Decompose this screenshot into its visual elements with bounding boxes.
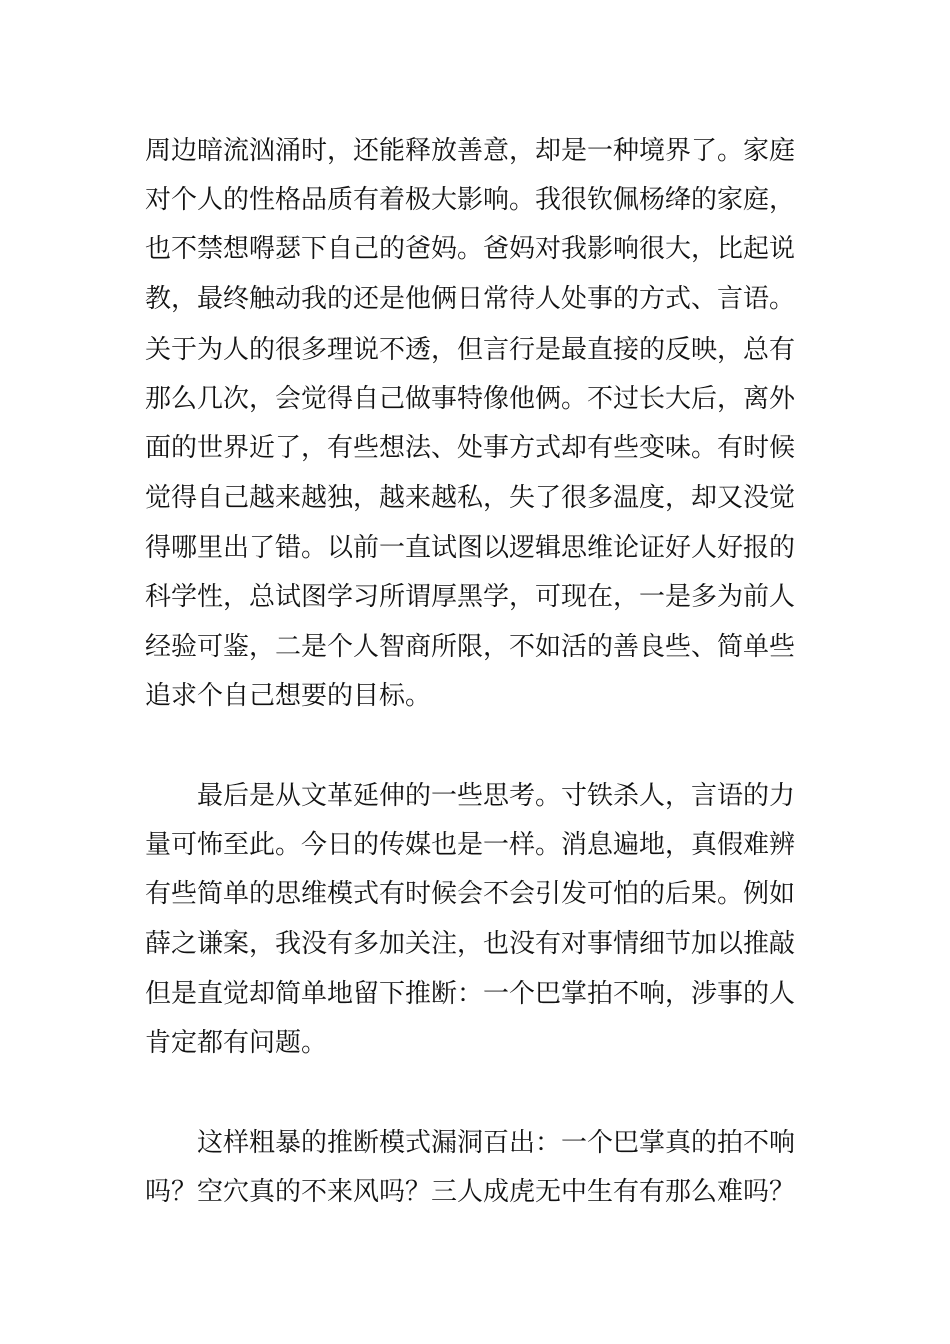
paragraph-2-line-2: 量可怖至此。今日的传媒也是一样。消息遍地，真假难辨 — [145, 830, 796, 860]
paragraph-2-line-6: 肯定都有问题。 — [145, 1028, 328, 1058]
paragraph-2-line-1: 最后是从文革延伸的一些思考。寸铁杀人，言语的力 — [197, 781, 796, 811]
paragraph-3-line-1: 这样粗暴的推断模式漏洞百出：一个巴掌真的拍不响 — [197, 1128, 796, 1158]
paragraph-1-line-8: 觉得自己越来越独，越来越私，失了很多温度，却又没觉 — [145, 483, 796, 513]
paragraph-1-line-5: 关于为人的很多理说不透，但言行是最直接的反映，总有 — [145, 335, 796, 365]
paragraph-1-line-11: 经验可鉴，二是个人智商所限，不如活的善良些、简单些 — [145, 632, 796, 662]
paragraph-3-line-2: 吗？空穴真的不来风吗？三人成虎无中生有有那么难吗？ — [145, 1177, 796, 1207]
paragraph-1-line-4: 教，最终触动我的还是他俩日常待人处事的方式、言语。 — [145, 284, 796, 314]
paragraph-2-line-4: 薛之谦案，我没有多加关注，也没有对事情细节加以推敲 — [145, 929, 796, 959]
paragraph-1-line-3: 也不禁想嘚瑟下自己的爸妈。爸妈对我影响很大，比起说 — [145, 234, 796, 264]
paragraph-1-line-6: 那么几次，会觉得自己做事特像他俩。不过长大后，离外 — [145, 384, 796, 414]
paragraph-2-line-3: 有些简单的思维模式有时候会不会引发可怕的后果。例如 — [145, 879, 796, 909]
paragraph-1-line-10: 科学性，总试图学习所谓厚黑学，可现在，一是多为前人 — [145, 582, 796, 612]
paragraph-2-line-5: 但是直觉却简单地留下推断：一个巴掌拍不响，涉事的人 — [145, 979, 796, 1009]
paragraph-1-line-9: 得哪里出了错。以前一直试图以逻辑思维论证好人好报的 — [145, 533, 796, 563]
paragraph-1-line-12: 追求个自己想要的目标。 — [145, 681, 432, 711]
paragraph-1-line-2: 对个人的性格品质有着极大影响。我很钦佩杨绛的家庭， — [145, 185, 796, 215]
paragraph-1-line-7: 面的世界近了，有些想法、处事方式却有些变味。有时候 — [145, 433, 796, 463]
paragraph-1-line-1: 周边暗流汹涌时，还能释放善意，却是一种境界了。家庭 — [145, 136, 796, 166]
